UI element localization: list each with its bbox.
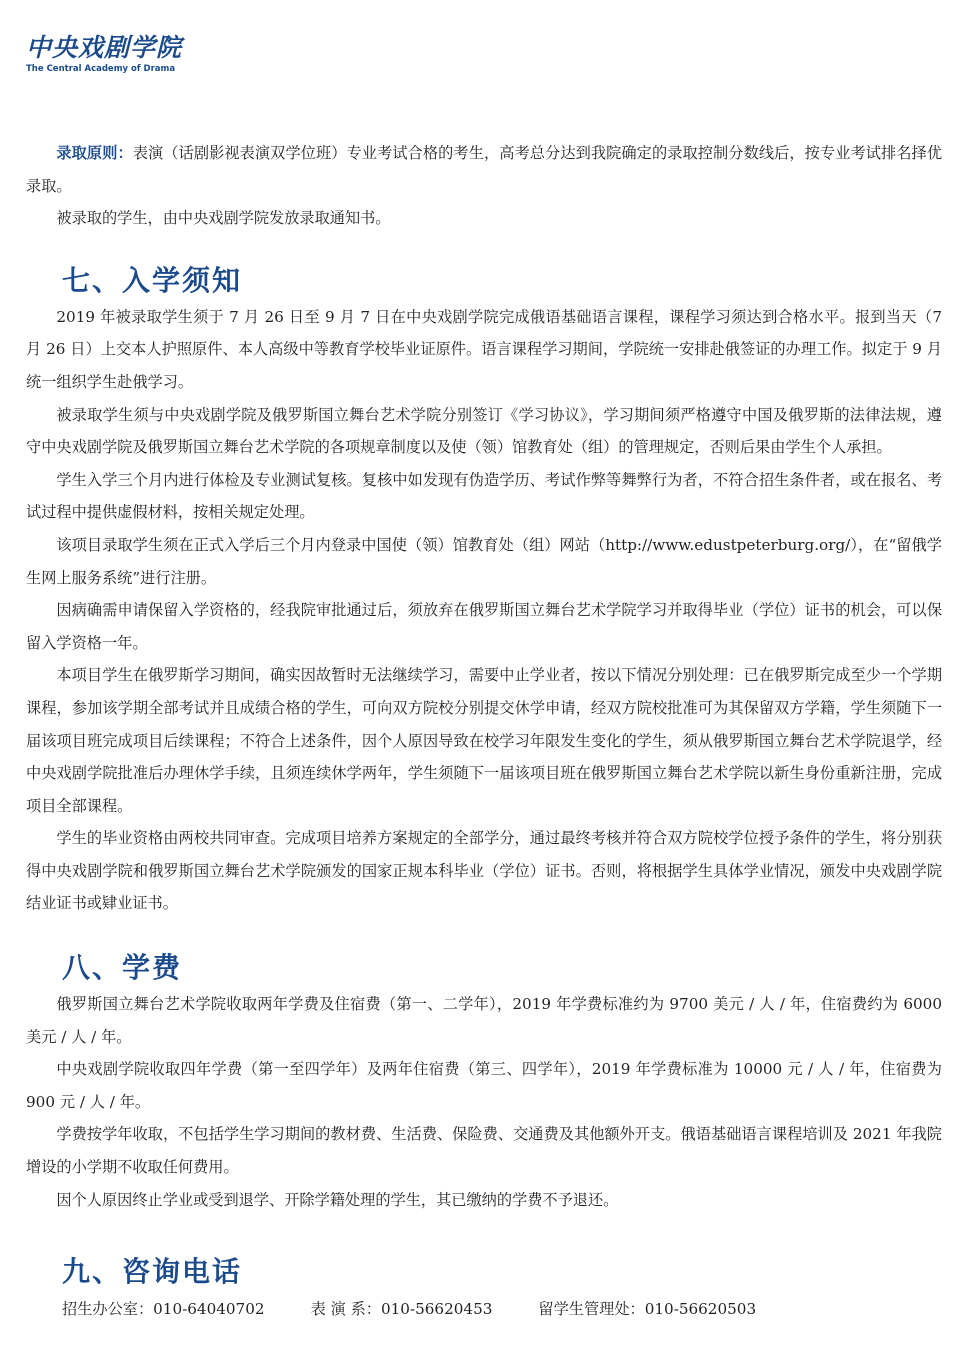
admission-notice-paragraph: 被录取的学生，由中央戏剧学院发放录取通知书。 — [56, 209, 391, 228]
enrollment-paragraph: 2019 年被录取学生须于 7 月 26 日至 9 月 7 日在中央戏剧学院完成俄语基础语言课程，课程学习须达到合格水平。报到当天（7 月 26 日）上交本人护照原件、本人高级中等教育学校毕业证原件。语言课程学习期间，学院统一安排赴俄签证的办理工作。拟定于 9 月统一组织学生赴俄学习。 — [26, 307, 942, 391]
section-heading-tuition: 八、学费 — [62, 951, 183, 985]
phone-admissions-office: 招生办公室：010-64040702 — [62, 1300, 265, 1319]
contact-phone-list — [26, 1294, 942, 1324]
enrollment-paragraph: 被录取学生须与中央戏剧学院及俄罗斯国立舞台艺术学院分别签订《学习协议》，学习期间须严格遵守中国及俄罗斯的法律法规，遵守中央戏剧学院及俄罗斯国立舞台艺术学院的各项规章制度以及使（领）馆教育处（组）的管理规定，否则后果由学生个人承担。 — [26, 405, 942, 457]
enrollment-paragraph: 本项目学生在俄罗斯学习期间，确实因故暂时无法继续学习，需要中止学业者，按以下情况分别处理：已在俄罗斯完成至少一个学期课程，参加该学期全部考试并且成绩合格的学生，可向双方院校分别提交休学申请，经双方院校批准可为其保留双方学籍，学生须随下一届该项目班完成项目后续课程；不符合上述条件，因个人原因导致在校学习年限发生变化的学生，须从俄罗斯国立舞台艺术学院退学，经中央戏剧学院批准后办理休学手续，且须连续休学两年，学生须随下一届该项目班在俄罗斯国立舞台艺术学院以新生身份重新注册，完成项目全部课程。 — [26, 666, 942, 815]
phone-acting-department: 表 演 系：010-56620453 — [310, 1300, 493, 1319]
document-body — [26, 137, 942, 1324]
logo-chinese-name: 中央戏剧学院 — [26, 33, 183, 62]
logo-english-name: The Central Academy of Drama — [26, 64, 176, 74]
section-heading-contact: 九、咨询电话 — [62, 1255, 243, 1289]
tuition-paragraph: 中央戏剧学院收取四年学费（第一至四学年）及两年住宿费（第三、四学年），2019 年学费标准为 10000 元 / 人 / 年，住宿费为 900 元 / 人 / 年。 — [26, 1060, 942, 1111]
admission-principle-paragraph — [26, 137, 942, 202]
section-heading-enrollment: 七、入学须知 — [62, 263, 243, 297]
tuition-paragraph: 学费按学年收取，不包括学生学习期间的教材费、生活费、保险费、交通费及其他额外开支。俄语基础语言课程培训及 2021 年我院增设的小学期不收取任何费用。 — [26, 1125, 942, 1177]
academy-logo — [26, 34, 182, 74]
admission-principle-text: 表演（话剧影视表演双学位班）专业考试合格的考生，高考总分达到我院确定的录取控制分数线后，按专业考试排名择优录取。 — [26, 144, 943, 195]
enrollment-paragraph: 因病确需申请保留入学资格的，经我院审批通过后，须放弃在俄罗斯国立舞台艺术学院学习并取得毕业（学位）证书的机会，可以保留入学资格一年。 — [26, 601, 942, 652]
admission-principle-label: 录取原则： — [56, 144, 133, 162]
tuition-paragraph: 因个人原因终止学业或受到退学、开除学籍处理的学生，其已缴纳的学费不予退还。 — [56, 1190, 619, 1209]
tuition-paragraph: 俄罗斯国立舞台艺术学院收取两年学费及住宿费（第一、二学年），2019 年学费标准约为 9700 美元 / 人 / 年，住宿费约为 6000 美元 / 人 / 年。 — [26, 995, 942, 1046]
enrollment-paragraph: 学生入学三个月内进行体检及专业测试复核。复核中如发现有伪造学历、考试作弊等舞弊行为者，不符合招生条件者，或在报名、考试过程中提供虚假材料，按相关规定处理。 — [26, 470, 942, 522]
phone-international-students-office: 留学生管理处：010-56620503 — [538, 1300, 757, 1319]
enrollment-paragraph: 学生的毕业资格由两校共同审查。完成项目培养方案规定的全部学分，通过最终考核并符合双方院校学位授予条件的学生，将分别获得中央戏剧学院和俄罗斯国立舞台艺术学院颁发的国家正规本科毕业（学位）证书。否则，将根据学生具体学业情况，颁发中央戏剧学院结业证书或肄业证书。 — [26, 829, 942, 913]
enrollment-paragraph: 该项目录取学生须在正式入学后三个月内登录中国使（领）馆教育处（组）网站（http://www.edustpeterburg.org/），在“留俄学生网上服务系统”进行注册。 — [26, 535, 942, 587]
